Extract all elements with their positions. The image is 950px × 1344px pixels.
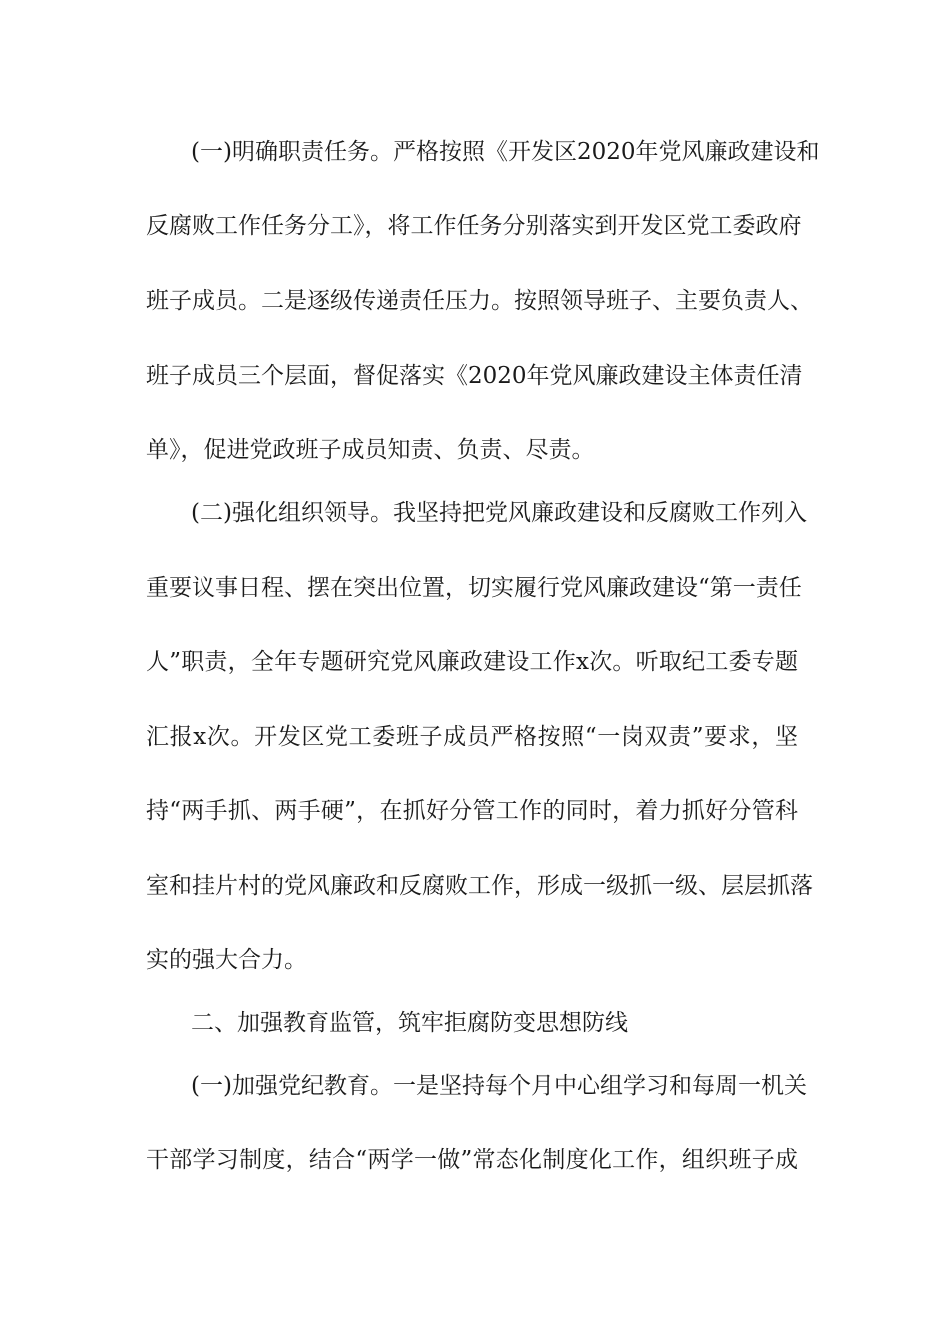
text-line: 干部学习制度，结合“两学一做”常态化制度化工作，组织班子成	[146, 1147, 798, 1173]
text-line: (一)明确职责任务。严格按照《开发区2020年党风廉政建设和	[191, 139, 820, 165]
text-line: 重要议事日程、摆在突出位置，切实履行党风廉政建设“第一责任	[146, 575, 802, 601]
text-line: (一)加强党纪教育。一是坚持每个月中心组学习和每周一机关	[191, 1073, 807, 1099]
text-line: 实的强大合力。	[146, 947, 307, 973]
text-line: 单》，促进党政班子成员知责、负责、尽责。	[146, 437, 595, 463]
text-line: 持“两手抓、两手硬”，在抓好分管工作的同时，着力抓好分管科	[146, 798, 798, 824]
text-line: 班子成员。二是逐级传递责任压力。按照领导班子、主要负责人、	[146, 288, 813, 314]
section-heading: 二、加强教育监管，筑牢拒腐防变思想防线	[191, 1010, 628, 1036]
text-line: 室和挂片村的党风廉政和反腐败工作，形成一级抓一级、层层抓落	[146, 873, 813, 899]
text-line: (二)强化组织领导。我坚持把党风廉政建设和反腐败工作列入	[191, 500, 807, 526]
text-line: 反腐败工作任务分工》，将工作任务分别落实到开发区党工委政府	[146, 213, 802, 239]
text-line: 人”职责，全年专题研究党风廉政建设工作x次。听取纪工委专题	[146, 649, 798, 675]
text-line: 班子成员三个层面，督促落实《2020年党风廉政建设主体责任清	[146, 363, 803, 389]
text-line: 汇报x次。开发区党工委班子成员严格按照“一岗双责”要求，坚	[146, 724, 798, 750]
